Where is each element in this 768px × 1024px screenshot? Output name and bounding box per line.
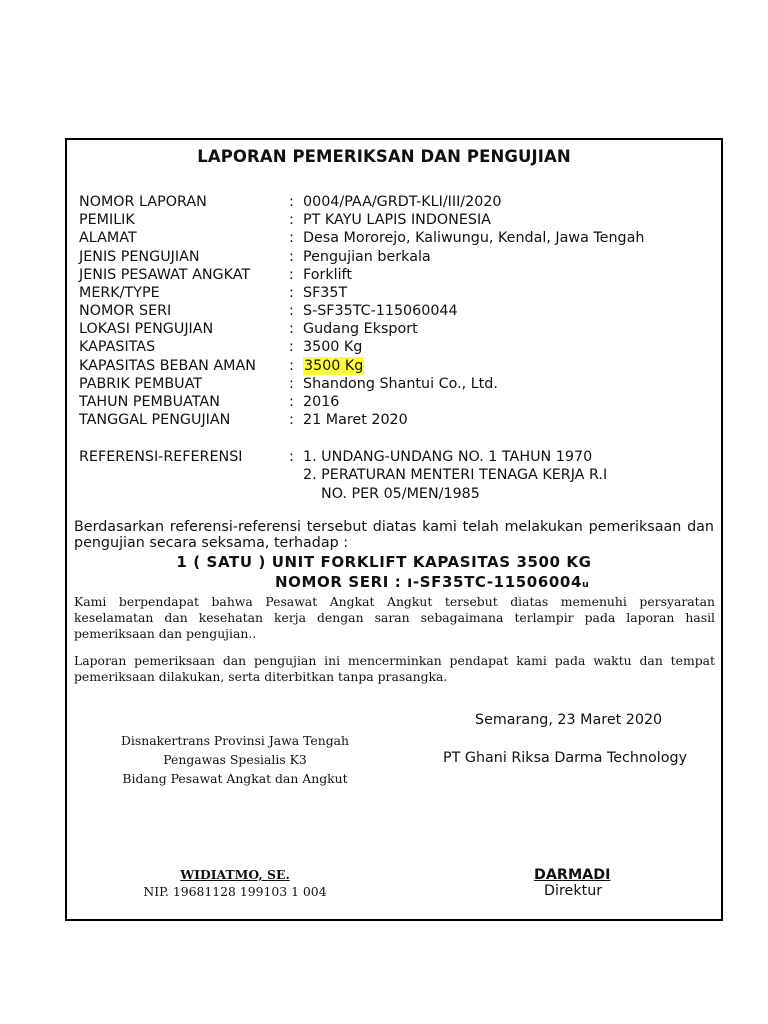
field-value: S-SF35TC-115060044 <box>303 303 458 319</box>
field-label: MERK/TYPE <box>79 285 160 301</box>
left-signatory-nip: NIP. 19681128 199103 1 004 <box>143 884 327 899</box>
field-label: LOKASI PENGUJIAN <box>79 321 214 337</box>
reference-item-2-continuation: NO. PER 05/MEN/1985 <box>321 486 480 502</box>
field-colon: : <box>289 230 294 246</box>
field-row-pemilik <box>79 211 719 229</box>
field-value: PT KAYU LAPIS INDONESIA <box>303 212 491 228</box>
field-label: JENIS PENGUJIAN <box>79 249 200 265</box>
references-colon: : <box>289 449 294 465</box>
field-label: PEMILIK <box>79 212 135 228</box>
field-colon: : <box>289 412 294 428</box>
field-label: TAHUN PEMBUATAN <box>79 394 220 410</box>
field-colon: : <box>289 194 294 210</box>
document-title: LAPORAN PEMERIKSAN DAN PENGUJIAN <box>197 147 571 166</box>
field-label: ALAMAT <box>79 230 137 246</box>
field-label: NOMOR SERI <box>79 303 172 319</box>
field-colon: : <box>289 376 294 392</box>
field-row-merk-type <box>79 284 719 302</box>
field-colon: : <box>289 285 294 301</box>
field-value: 21 Maret 2020 <box>303 412 408 428</box>
field-label: JENIS PESAWAT ANGKAT <box>79 267 251 283</box>
field-value: 0004/PAA/GRDT-KLI/III/2020 <box>303 194 502 210</box>
left-signatory-name: WIDIATMO, SE. <box>180 867 290 882</box>
field-row-nomor-laporan <box>79 193 719 211</box>
field-colon: : <box>289 394 294 410</box>
field-colon: : <box>289 321 294 337</box>
field-value: 2016 <box>303 394 340 410</box>
field-value: Shandong Shantui Co., Ltd. <box>303 376 498 392</box>
right-signatory-name: DARMADI <box>534 867 611 883</box>
serial-heading: NOMOR SERI : ı-SF35TC-11506004ᵤ <box>275 573 590 591</box>
signatory-org-line-2: Pengawas Spesialis K3 <box>163 752 307 767</box>
field-row-kapasitas-beban-aman <box>79 357 719 375</box>
intro-paragraph: Berdasarkan referensi-referensi tersebut diatas kami telah melakukan pemeriksaan dan pengujian secara seksama, terhadap : <box>74 519 714 551</box>
reference-item-1: 1. UNDANG-UNDANG NO. 1 TAHUN 1970 <box>303 449 593 465</box>
opinion-paragraph: Kami berpendapat bahwa Pesawat Angkat Angkut tersebut diatas memenuhi persyaratan keselamatan dan kesehatan kerja dengan saran sebagaimana terlampir pada laporan hasil pemeriksaan dan pengujian.. <box>74 594 715 641</box>
field-value: Desa Mororejo, Kaliwungu, Kendal, Jawa Tengah <box>303 230 645 246</box>
field-colon: : <box>289 303 294 319</box>
field-label: KAPASITAS BEBAN AMAN <box>79 358 256 374</box>
field-row-tanggal-pengujian <box>79 411 719 429</box>
field-colon: : <box>289 249 294 265</box>
field-label: NOMOR LAPORAN <box>79 194 207 210</box>
field-colon: : <box>289 339 294 355</box>
right-signatory-name-wrap <box>534 864 610 883</box>
references-label: REFERENSI-REFERENSI <box>79 449 243 465</box>
references-row <box>79 448 719 466</box>
field-value: Gudang Eksport <box>303 321 418 337</box>
highlighted-field-value: 3500 Kg <box>304 358 364 374</box>
field-row-tahun-pembuatan <box>79 393 719 411</box>
signatory-org-line-1: Disnakertrans Provinsi Jawa Tengah <box>120 733 350 748</box>
field-colon: : <box>289 267 294 283</box>
place-date: Semarang, 23 Maret 2020 <box>475 712 663 728</box>
company-name: PT Ghani Riksa Darma Technology <box>443 750 688 766</box>
field-label: TANGGAL PENGUJIAN <box>79 412 231 428</box>
signatory-org-line-3: Bidang Pesawat Angkat dan Angkut <box>122 771 348 786</box>
field-row-jenis-pesawat-angkat <box>79 266 719 284</box>
reference-item-2: 2. PERATURAN MENTERI TENAGA KERJA R.I <box>303 467 608 483</box>
field-value: 3500 Kg <box>303 339 363 355</box>
field-row-jenis-pengujian <box>79 248 719 266</box>
field-row-nomor-seri <box>79 302 719 320</box>
field-row-alamat <box>79 229 719 247</box>
left-signatory-name-wrap <box>65 864 405 883</box>
field-value: Pengujian berkala <box>303 249 431 265</box>
field-row-kapasitas <box>79 338 719 356</box>
field-label: KAPASITAS <box>79 339 156 355</box>
unit-heading: 1 ( SATU ) UNIT FORKLIFT KAPASITAS 3500 KG <box>176 553 592 571</box>
field-colon: : <box>289 212 294 228</box>
field-row-lokasi-pengujian <box>79 320 719 338</box>
right-signatory-role: Direktur <box>544 883 603 899</box>
field-value: Forklift <box>303 267 352 283</box>
field-value: SF35T <box>303 285 348 301</box>
field-row-pabrik-pembuat <box>79 375 719 393</box>
field-label: PABRIK PEMBUAT <box>79 376 203 392</box>
field-colon: : <box>289 358 294 374</box>
statement-paragraph: Laporan pemeriksaan dan pengujian ini mencerminkan pendapat kami pada waktu dan tempat pemeriksaan dilakukan, serta diterbitkan tanpa prasangka. <box>74 653 715 684</box>
